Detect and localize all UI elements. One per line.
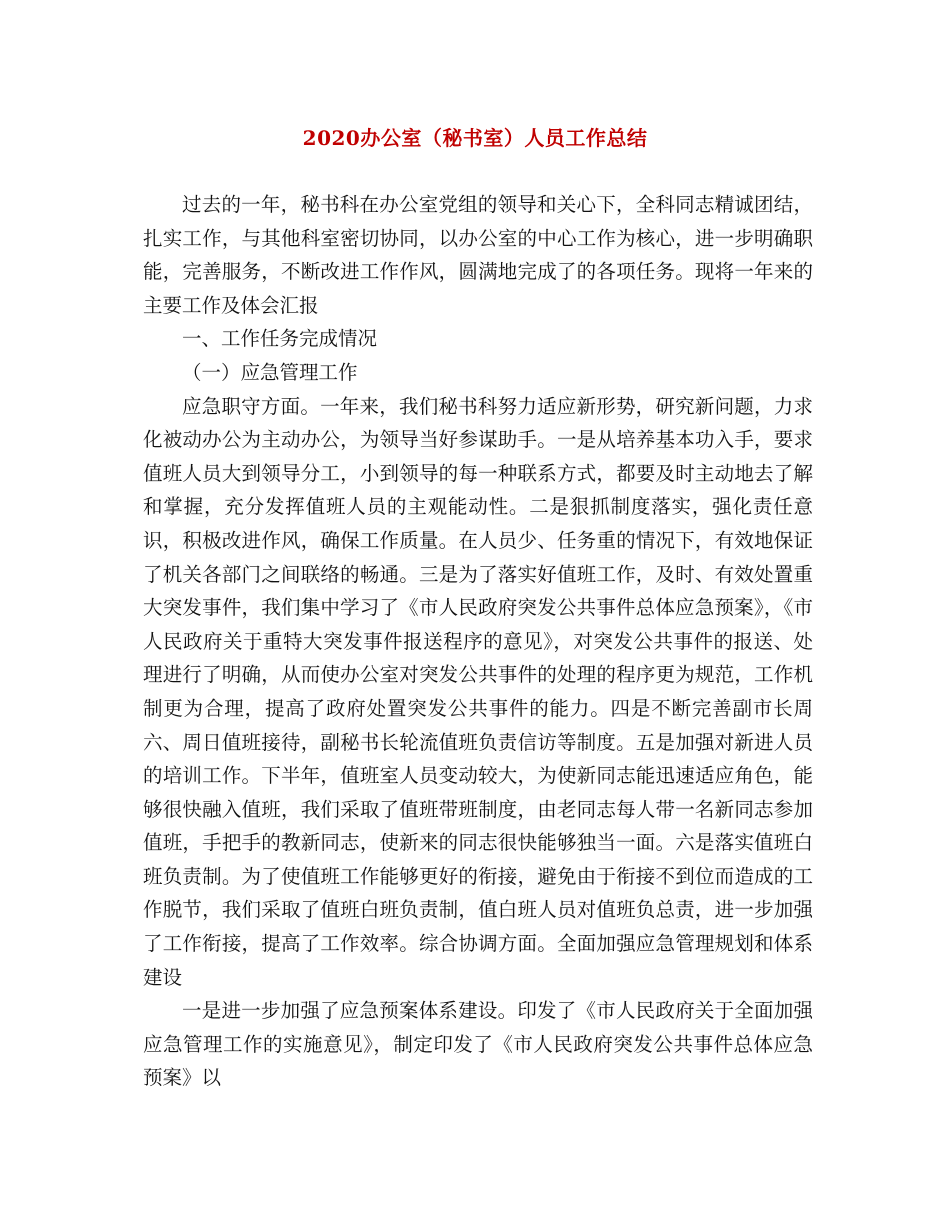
document-body	[143, 188, 813, 1095]
paragraph-intro: 过去的一年，秘书科在办公室党组的领导和关心下，全科同志精诚团结，扎实工作，与其他科室密切协同，以办公室的中心工作为核心，进一步明确职能，完善服务，不断改进工作作风，圆满地完成了的各项任务。现将一年来的主要工作及体会汇报	[143, 193, 813, 317]
paragraph-emergency-duty: 应急职守方面。一年来，我们秘书科努力适应新形势，研究新问题，力求化被动办公为主动办公，为领导当好参谋助手。一是从培养基本功入手，要求值班人员大到领导分工，小到领导的每一种联系方式，都要及时主动地去了解和掌握，充分发挥值班人员的主观能动性。二是狠抓制度落实，强化责任意识，积极改进作风，确保工作质量。在人员少、任务重的情况下，有效地保证了机关各部门之间联络的畅通。三是为了落实好值班工作，及时、有效处置重大突发事件，我们集中学习了《市人民政府突发公共事件总体应急预案》，《市人民政府关于重特大突发事件报送程序的意见》，对突发公共事件的报送、处理进行了明确，从而使办公室对突发公共事件的处理的程序更为规范，工作机制更为合理，提高了政府处置突发公共事件的能力。四是不断完善副市长周六、周日值班接待，副秘书长轮流值班负责信访等制度。五是加强对新进人员的培训工作。下半年，值班室人员变动较大，为使新同志能迅速适应角色，能够很快融入值班，我们采取了值班带班制度，由老同志每人带一名新同志参加值班，手把手的教新同志，使新来的同志很快能够独当一面。六是落实值班白班负责制。为了使值班工作能够更好的衔接，避免由于衔接不到位而造成的工作脱节，我们采取了值班白班负责制，值白班人员对值班负总责，进一步加强了工作衔接，提高了工作效率。综合协调方面。全面加强应急管理规划和体系建设	[143, 394, 813, 989]
document-title: 2020办公室（秘书室）人员工作总结	[302, 126, 648, 150]
paragraph-plan-system: 一是进一步加强了应急预案体系建设。印发了《市人民政府关于全面加强应急管理工作的实施意见》，制定印发了《市人民政府突发公共事件总体应急预案》以	[143, 999, 813, 1090]
subsection-heading: （一）应急管理工作	[182, 360, 358, 384]
section-heading: 一、工作任务完成情况	[182, 327, 378, 351]
